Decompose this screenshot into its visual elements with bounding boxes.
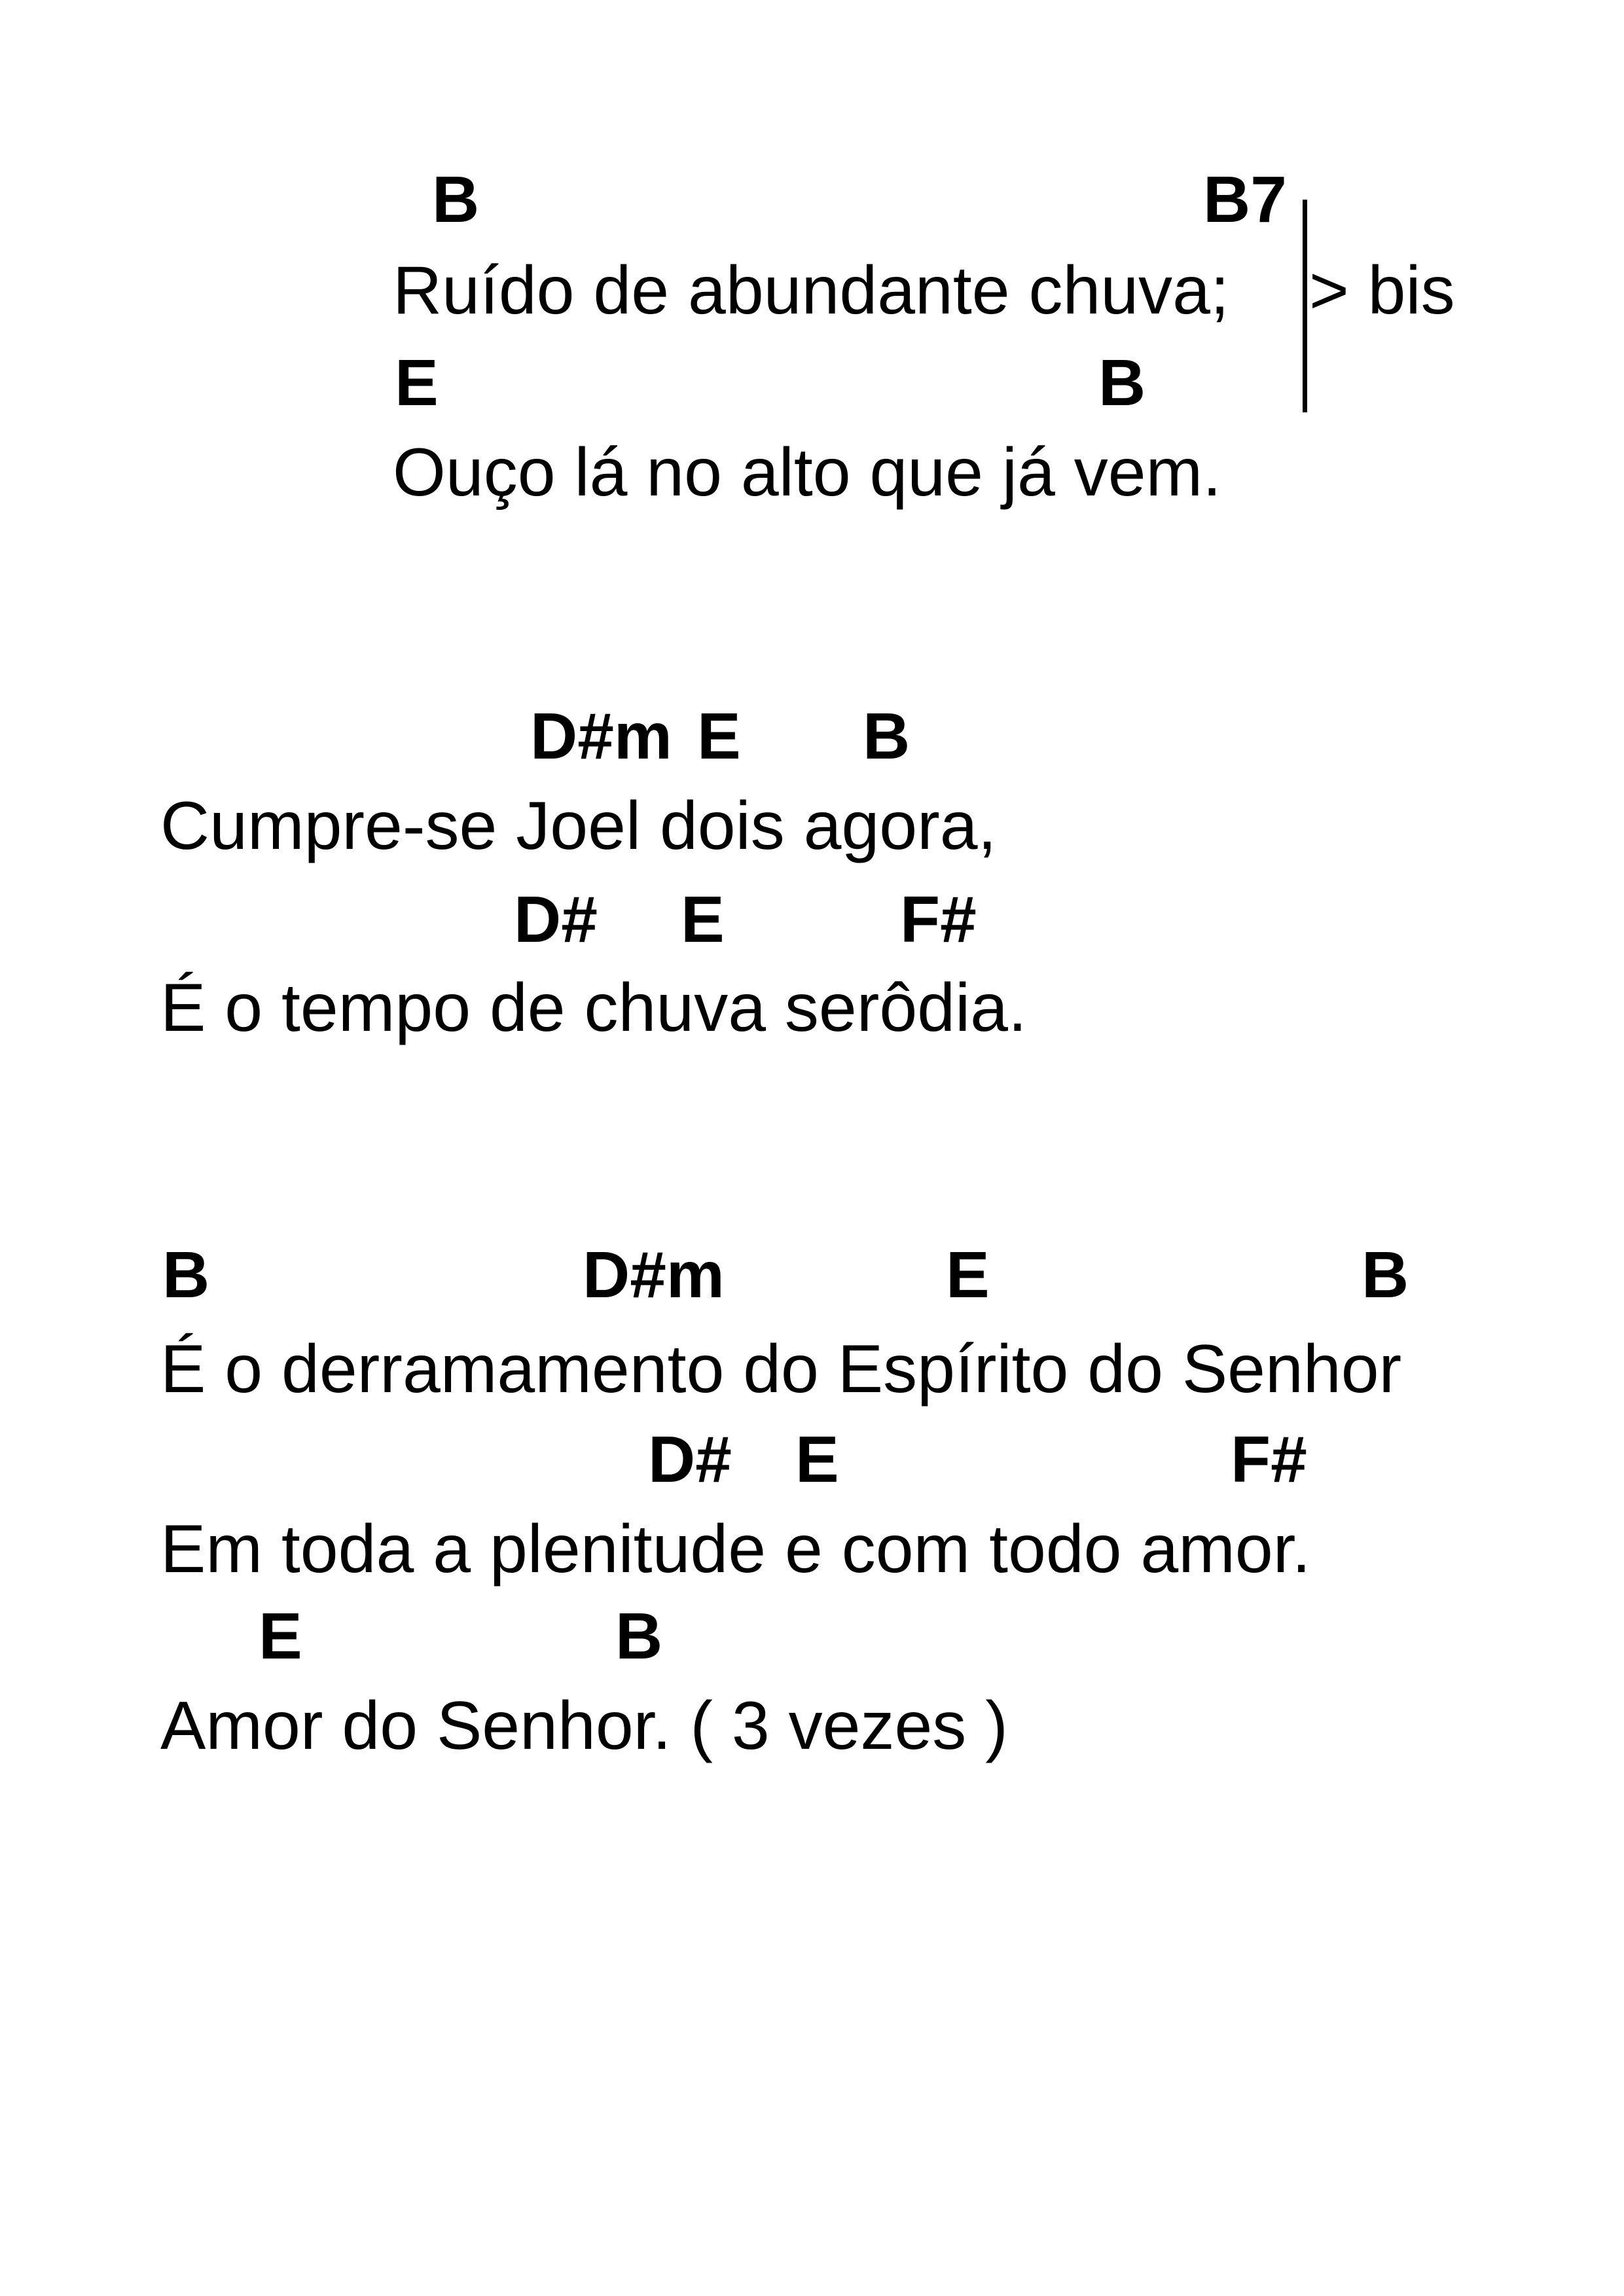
chord: D# xyxy=(648,1423,732,1496)
chord: B xyxy=(1362,1238,1409,1312)
chord: B xyxy=(432,163,480,236)
chord: F# xyxy=(1231,1423,1307,1496)
lyric-line: Cumpre-se Joel dois agora, xyxy=(160,788,997,864)
lyric-line: Em toda a plenitude e com todo amor. xyxy=(160,1511,1311,1587)
chord: D#m xyxy=(530,700,672,773)
chord: B7 xyxy=(1203,163,1287,236)
chord: B xyxy=(863,700,911,773)
chord: E xyxy=(395,346,439,420)
chord: D# xyxy=(514,883,598,956)
chord: B xyxy=(615,1600,663,1673)
lyric-line: Ouço lá no alto que já vem. xyxy=(393,435,1222,511)
chord: E xyxy=(681,883,725,956)
lyric-line: Amor do Senhor. ( 3 vezes ) xyxy=(160,1688,1008,1764)
chord: E xyxy=(697,700,741,773)
chord: D#m xyxy=(583,1238,725,1312)
chord: F# xyxy=(900,883,977,956)
lyric-line: É o tempo de chuva serôdia. xyxy=(160,970,1027,1046)
repeat-marker: > bis xyxy=(1309,253,1455,329)
lyric-line: Ruído de abundante chuva; xyxy=(393,253,1229,329)
chord: E xyxy=(259,1600,302,1673)
chord: E xyxy=(795,1423,839,1496)
chord: E xyxy=(946,1238,990,1312)
repeat-bracket xyxy=(1303,200,1307,412)
chord: B xyxy=(162,1238,210,1312)
lyric-line: É o derramamento do Espírito do Senhor xyxy=(160,1331,1402,1407)
chord: B xyxy=(1098,346,1146,420)
